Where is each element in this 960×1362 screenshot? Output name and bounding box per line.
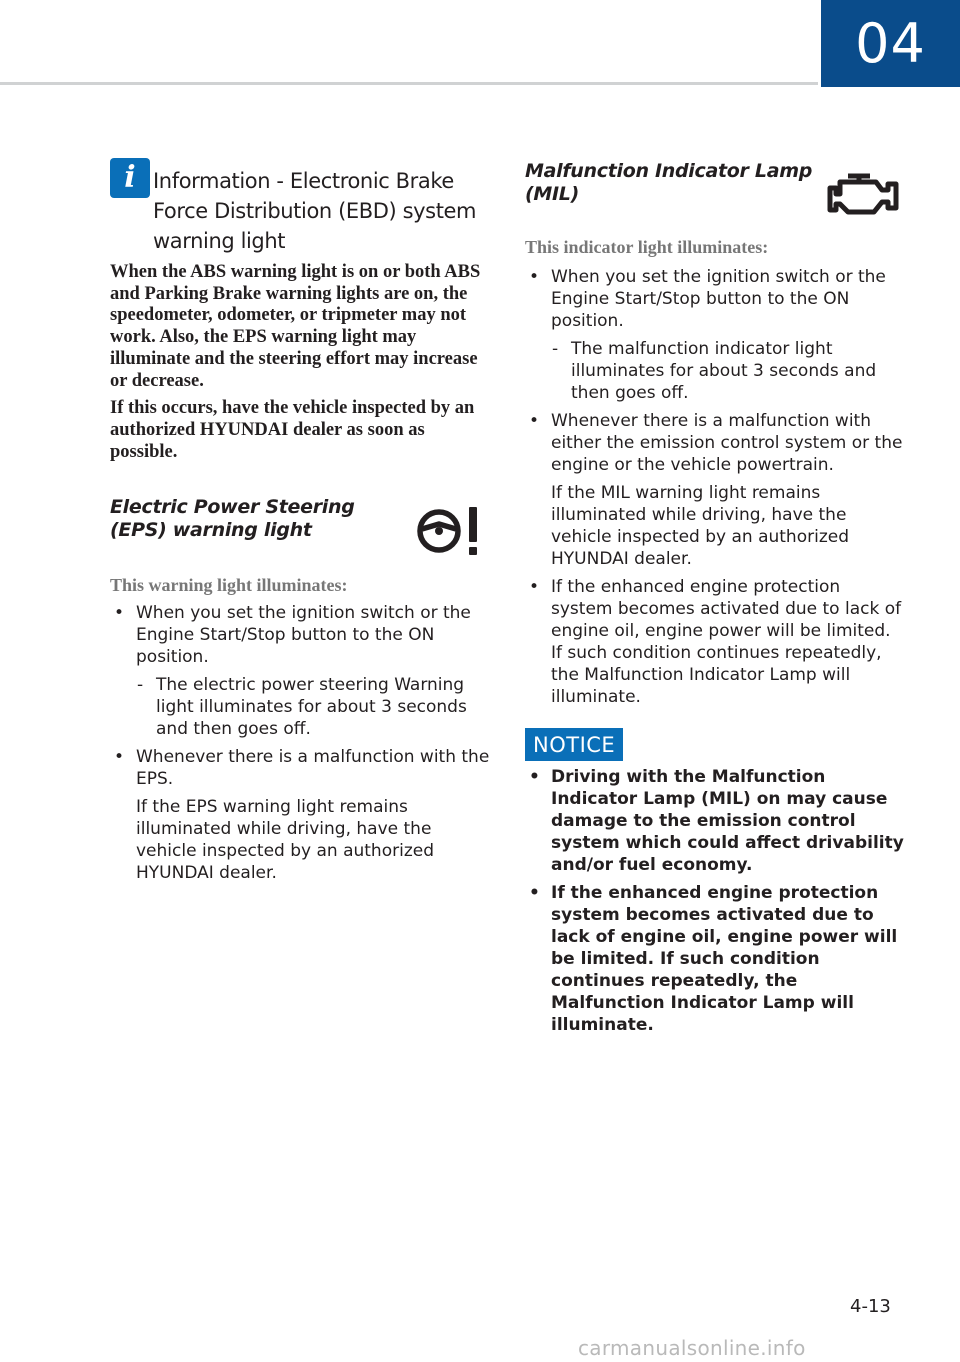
header-rule: [0, 82, 818, 85]
page-number: 4-13: [850, 1296, 891, 1317]
mil-lead: This indicator light illuminates:: [525, 237, 769, 257]
steering-warning-icon: [415, 505, 485, 557]
info-paragraph: When the ABS warning light is on or both ABS and Parking Brake warning lights are on, the speedometer, odometer, or tripmeter may not work. Also, the EPS warning light may illuminate and the steering effort may increase or decrease.: [110, 262, 481, 391]
eps-bullet-continuation: If the EPS warning light remains illuminated while driving, have the vehicle inspected by an authorized HYUNDAI dealer.: [136, 797, 434, 883]
info-title: Information - Electronic Brake Force Distribution (EBD) system warning light: [153, 169, 477, 253]
eps-sub-item: - The electric power steering Warning light illuminates for about 3 seconds and then goes off.: [110, 674, 492, 740]
mil-bullet: • When you set the ignition switch or the Engine Start/Stop button to the ON position.: [525, 266, 905, 332]
mil-bullet-continuation: If the MIL warning light remains illuminated while driving, have the vehicle inspected by an authorized HYUNDAI dealer.: [551, 483, 849, 569]
watermark: carmanualsonline.info: [578, 1336, 806, 1360]
notice-body: [525, 766, 905, 1042]
info-paragraph: If this occurs, have the vehicle inspected by an authorized HYUNDAI dealer as soon as possible.: [110, 398, 475, 462]
mil-body: [525, 266, 905, 714]
mil-bullet: • Whenever there is a malfunction with either the emission control system or the engine or the vehicle powertrain.: [525, 410, 905, 476]
eps-bullet: • When you set the ignition switch or the Engine Start/Stop button to the ON position.: [110, 602, 492, 668]
engine-icon: [826, 170, 900, 216]
eps-body: [110, 602, 492, 890]
eps-lead: This warning light illuminates:: [110, 575, 348, 595]
mil-bullet: • If the enhanced engine protection system becomes activated due to lack of engine oil, engine power will be limited. If such condition continues repeatedly, the Malfunction Indicator Lamp will illuminate.: [525, 576, 905, 708]
mil-section-title: Malfunction Indicator Lamp (MIL): [525, 160, 813, 205]
eps-section-title: Electric Power Steering (EPS) warning light: [110, 496, 355, 541]
info-icon: i: [110, 158, 150, 198]
info-body: [110, 262, 485, 469]
eps-bullet: • Whenever there is a malfunction with the EPS.: [110, 746, 492, 790]
notice-item: • If the enhanced engine protection system becomes activated due to lack of engine oil, engine power will be limited. If such condition continues repeatedly, the Malfunction Indicator Lamp will illuminate.: [525, 882, 905, 1036]
notice-item: • Driving with the Malfunction Indicator Lamp (MIL) on may cause damage to the emission control system which could affect drivability and/or fuel economy.: [525, 766, 905, 876]
mil-sub-item: - The malfunction indicator light illuminates for about 3 seconds and then goes off.: [525, 338, 905, 404]
notice-badge: NOTICE: [525, 728, 623, 761]
chapter-number: 04: [821, 0, 960, 87]
